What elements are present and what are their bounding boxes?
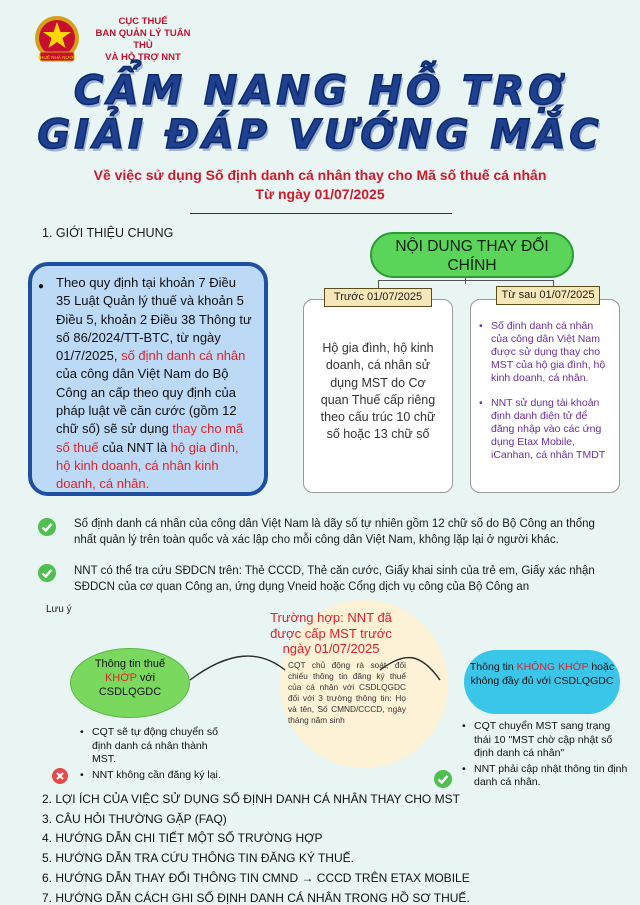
match-oval: Thông tin thuế KHỚP với CSDLQGDC	[70, 648, 190, 718]
toc-item: 7. HƯỚNG DẪN CÁCH GHI SỐ ĐỊNH DANH CÁ NHÂN TRONG HỒ SƠ THUẾ.	[42, 890, 470, 905]
subtitle-line-1: Về việc sử dụng Số định danh cá nhân thay cho Mã số thuế cá nhân	[93, 167, 547, 183]
changes-title: NỘI DUNG THAY ĐỔI CHÍNH	[370, 232, 574, 278]
nomatch-list	[462, 720, 630, 790]
agency-line-2: BAN QUẢN LÝ TUÂN THỦ	[95, 28, 191, 51]
tax-emblem-icon	[34, 14, 80, 64]
before-text: Hộ gia đình, hộ kinh doanh, cá nhân sử dụng MST do Cơ quan Thuế cấp riêng theo cấu trúc 10 chữ số hoặc 13 chữ số	[320, 341, 436, 442]
after-label: Từ sau 01/07/2025	[496, 286, 600, 305]
after-item: • Số định danh cá nhân của công dân Việt Nam được sử dụng thay cho MST của hộ gia đình, hộ kinh doanh, cá nhân.	[479, 320, 606, 384]
toc-item: 3. CÂU HỎI THƯỜNG GẶP (FAQ)	[42, 811, 227, 826]
before-label: Trước 01/07/2025	[324, 288, 432, 307]
case-body: CQT chủ động rà soát, đối chiếu thông tin đăng ký thuế của cá nhân với CSDLQGDC đối với 3 trường thông tin: Họ và tên, Số CMND/CCCD, ngày tháng năm sinh	[288, 660, 406, 725]
check-icon	[38, 564, 56, 582]
note-1: Số định danh cá nhân của công dân Việt Nam là dãy số tự nhiên gồm 12 chữ số do Bộ Công an thống nhất quản lý trên toàn quốc và xác lập cho mỗi công dân Việt Nam, không lặp lại ở người khác.	[74, 518, 595, 546]
list-item: • NNT phải cập nhật thông tin định danh cá nhân.	[462, 762, 628, 788]
list-item: • CQT chuyển MST sang trạng thái 10 "MST chờ cập nhật số định danh cá nhân"	[462, 720, 613, 759]
after-item: • NNT sử dụng tài khoản định danh điện tử để đăng nhập vào các ứng dụng Etax Mobile, iCanhan, cá nhân TMDT	[479, 397, 606, 461]
before-box	[303, 299, 453, 493]
agency-line-3: VÀ HỖ TRỢ NNT	[105, 52, 181, 63]
divider	[190, 213, 452, 214]
case-title: Trường hợp: NNT đã được cấp MST trước ngày 01/07/2025	[270, 610, 392, 656]
check-icon	[434, 770, 452, 788]
agency-name	[88, 16, 198, 64]
subtitle-line-2: Từ ngày 01/07/2025	[255, 186, 385, 202]
section-heading: 1. GIỚI THIỆU CHUNG	[42, 226, 174, 240]
main-title-line-1: CẨM NANG HỖ TRỢ	[73, 68, 567, 114]
match-list	[80, 726, 230, 782]
toc-item: 2. LỢI ÍCH CỦA VIỆC SỬ DỤNG SỐ ĐỊNH DANH CÁ NHÂN THAY CHO MST	[42, 792, 460, 806]
toc-list	[42, 790, 512, 905]
list-item: • NNT không cần đăng ký lại.	[80, 768, 221, 781]
note-label: Lưu ý	[46, 604, 72, 615]
nomatch-oval: Thông tin KHÔNG KHỚP hoặc không đầy đủ với CSDLQGDC	[464, 650, 620, 714]
x-icon	[52, 768, 68, 784]
check-icon	[38, 518, 56, 536]
note-2: NNT có thể tra cứu SĐDCN trên: Thẻ CCCD, Thẻ căn cước, Giấy khai sinh của trẻ em, Giấy xác nhận SĐDCN của cơ quan Công an, ứng dụng Vneid hoặc Cổng dịch vụ công của Bộ Công an	[74, 565, 595, 593]
after-box	[470, 299, 620, 493]
svg-text:THUẾ NHÀ NƯỚC: THUẾ NHÀ NƯỚC	[37, 55, 77, 60]
connector-stem	[465, 278, 466, 284]
list-item: • CQT sẽ tự động chuyển số định danh cá nhân thành MST.	[80, 726, 218, 765]
toc-item: 6. HƯỚNG DẪN THAY ĐỔI THÔNG TIN CMND → CCCD TRÊN ETAX MOBILE	[42, 870, 470, 885]
toc-item: 5. HƯỚNG DẪN TRA CỨU THÔNG TIN ĐĂNG KÝ THUẾ.	[42, 851, 354, 866]
bullet-icon: ●	[38, 281, 45, 292]
toc-item: 4. HƯỚNG DẪN CHI TIẾT MỘT SỐ TRƯỜNG HỢP	[42, 831, 323, 846]
agency-line-1: CỤC THUẾ	[118, 16, 168, 27]
main-title-line-2: GIẢI ĐÁP VƯỚNG MẮC	[37, 112, 603, 158]
intro-text: Theo quy định tại khoản 7 Điều 35 Luật Quản lý thuế và khoản 5 Điều 5, khoản 2 Điều 38 Thông tư số 86/2024/TT-BTC, từ ngày 01/7/2025, số định danh cá nhân của công dân Việt Nam do Bộ Công an cấp theo quy định của pháp luật về căn cước (gồm 12 chữ số) sẽ sử dụng thay cho mã số thuế của NNT là hộ gia đình, hộ kinh doanh, cá nhân kinh doanh, cá nhân.	[56, 275, 252, 492]
intro-box	[28, 262, 268, 496]
